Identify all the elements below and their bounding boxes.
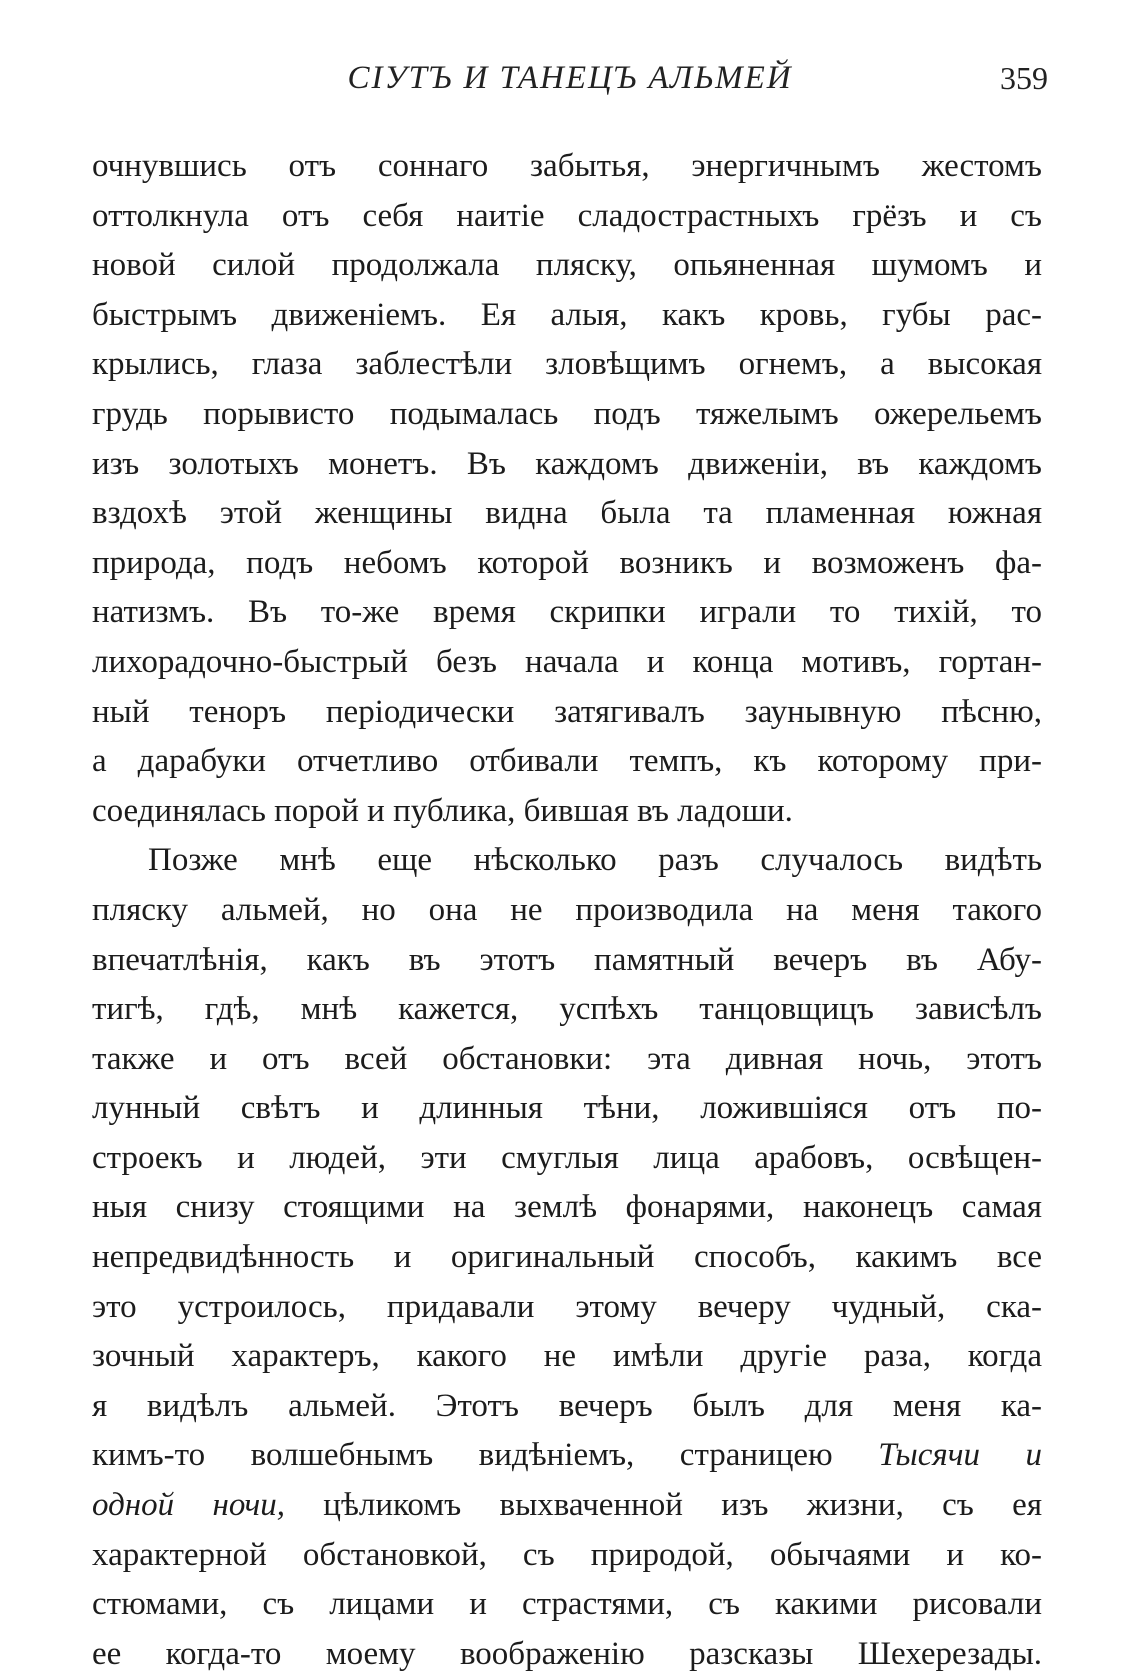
text-line: лихорадочно-быстрый безъ начала и конца мотивъ, гортан- <box>92 643 1042 680</box>
text-line: также и отъ всей обстановки: эта дивная ночь, этотъ <box>92 1040 1042 1077</box>
running-header <box>0 56 1140 106</box>
text-line: оттолкнула отъ себя наитіе сладострастныхъ грёзъ и съ <box>92 197 1042 234</box>
text-line: вздохѣ этой женщины видна была та пламенная южная <box>92 495 1042 532</box>
text-line: ный теноръ періодически затягивалъ заунывную пѣсню, <box>92 693 1042 730</box>
text-line: это устроилось, придавали этому вечеру чудный, ска- <box>92 1288 1042 1325</box>
running-title: СІУТЪ И ТАНЕЦЪ АЛЬМЕЙ <box>347 60 793 96</box>
italic-title-segment: одной ночи, <box>92 1487 285 1524</box>
text-line: характерной обстановкой, съ природой, обычаями и ко- <box>92 1536 1042 1573</box>
text-line: новой силой продолжала пляску, опьяненная шумомъ и <box>92 247 1042 284</box>
text-line: лунный свѣтъ и длинныя тѣни, ложившіяся отъ по- <box>92 1090 1042 1127</box>
text-line-with-italic <box>92 1481 1042 1531</box>
text-line: ее когда-то моему воображенію разсказы Шехерезады. <box>92 1635 1042 1672</box>
text-line: а дарабуки отчетливо отбивали темпъ, къ которому при- <box>92 743 1042 780</box>
text-line: непредвидѣнность и оригинальный способъ, какимъ все <box>92 1239 1042 1276</box>
text-line: быстрымъ движеніемъ. Ея алыя, какъ кровь, губы рас- <box>92 296 1042 333</box>
text-segment: кимъ-то волшебнымъ видѣніемъ, страницею <box>92 1437 879 1474</box>
italic-title-segment: Тысячи и <box>878 1437 1042 1474</box>
text-line: изъ золотыхъ монетъ. Въ каждомъ движеніи, въ каждомъ <box>92 445 1042 482</box>
text-line: тигѣ, гдѣ, мнѣ кажется, успѣхъ танцовщицъ зависѣлъ <box>92 991 1042 1028</box>
text-line: впечатлѣнія, какъ въ этотъ памятный вечеръ въ Абу- <box>92 941 1042 978</box>
body-text <box>92 142 1042 1679</box>
text-line: натизмъ. Въ то-же время скрипки играли то тихій, то <box>92 594 1042 631</box>
text-line: стюмами, съ лицами и страстями, съ какими рисовали <box>92 1586 1042 1623</box>
page-number: 359 <box>1000 60 1048 96</box>
text-line: пляску альмей, но она не производила на меня такого <box>92 891 1042 928</box>
text-line: природа, подъ небомъ которой возникъ и возможенъ фа- <box>92 544 1042 581</box>
text-segment: цѣликомъ выхваченной изъ жизни, съ ея <box>284 1487 1042 1524</box>
text-line: зочный характеръ, какого не имѣли другіе раза, когда <box>92 1338 1042 1375</box>
text-line: ныя снизу стоящими на землѣ фонарями, наконецъ самая <box>92 1189 1042 1226</box>
text-line: Позже мнѣ еще нѣсколько разъ случалось видѣть <box>148 842 1042 879</box>
text-line: строекъ и людей, эти смуглыя лица арабовъ, освѣщен- <box>92 1139 1042 1176</box>
text-line-with-italic <box>92 1431 1042 1481</box>
text-line: грудь порывисто подымалась подъ тяжелымъ ожерельемъ <box>92 395 1042 432</box>
paragraph-2 <box>92 836 1042 1679</box>
text-line: соединялась порой и публика, бившая въ ладоши. <box>92 792 793 829</box>
text-line: крылись, глаза заблестѣли зловѣщимъ огнемъ, а высокая <box>92 346 1042 383</box>
paragraph-1 <box>92 142 1042 836</box>
text-line: я видѣлъ альмей. Этотъ вечеръ былъ для меня ка- <box>92 1387 1042 1424</box>
text-line: очнувшись отъ соннаго забытья, энергичнымъ жестомъ <box>92 148 1042 184</box>
